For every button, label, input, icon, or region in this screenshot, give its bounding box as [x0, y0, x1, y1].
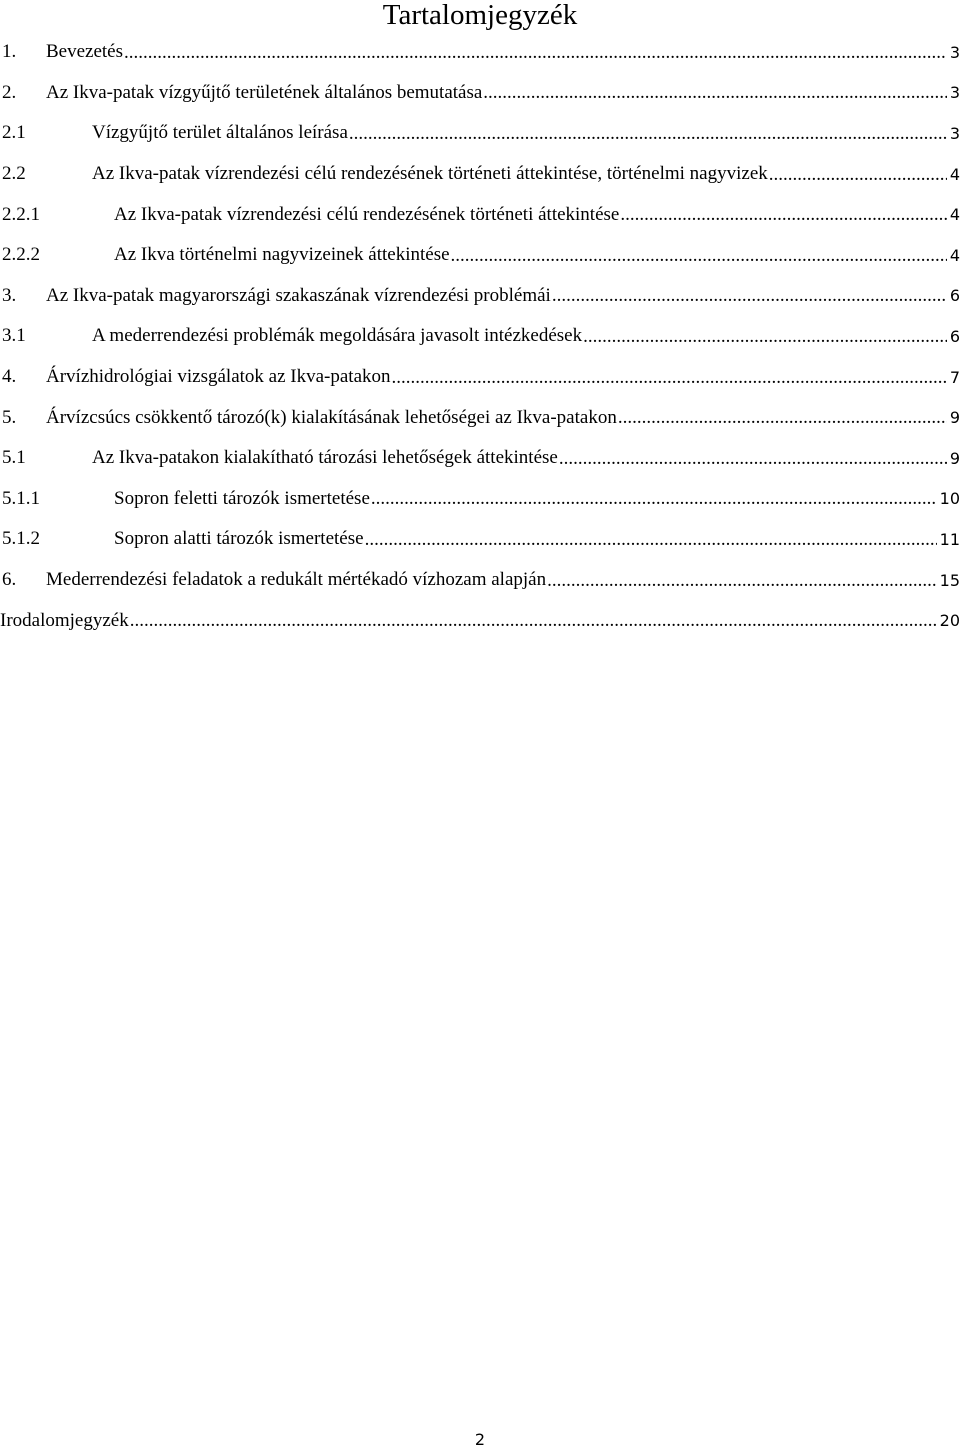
toc-entry-number: 2.1: [2, 122, 26, 144]
toc-entry-page: 6: [949, 326, 960, 346]
toc-entry-title: Mederrendezési feladatok a redukált mértékadó vízhozam alapján: [46, 569, 547, 591]
toc-entry-vizgyujto-bemutatas[interactable]: [0, 73, 960, 114]
toc-entry-title: Az Ikva-patakon kialakítható tározási lehetőségek áttekintése: [92, 447, 558, 469]
toc-entry-title: Vízgyűjtő terület általános leírása: [92, 122, 348, 144]
dot-leader: [552, 286, 947, 305]
dot-leader: [559, 449, 947, 468]
dot-leader: [349, 124, 947, 143]
dot-leader: [583, 327, 947, 346]
dot-leader: [392, 368, 947, 387]
dot-leader: [451, 246, 947, 265]
toc-entry-sopron-alatti[interactable]: [0, 519, 960, 560]
toc-entry-javasolt-intezkedesek[interactable]: [0, 316, 960, 357]
toc-entry-number: 3.1: [2, 325, 26, 347]
dot-leader: [365, 530, 937, 549]
toc-entry-number: 5.: [2, 406, 17, 428]
toc-entry-title: Az Ikva-patak vízrendezési célú rendezésének történeti áttekintése, történelmi nagyvizek: [92, 163, 768, 185]
toc-entry-number: 5.1: [2, 447, 26, 469]
toc-entry-title: Sopron feletti tározók ismertetése: [114, 487, 370, 509]
toc-entry-number: 2.2.1: [2, 203, 40, 225]
toc-entry-torteneti-attekintes[interactable]: [0, 194, 960, 235]
toc-entry-sopron-feletti[interactable]: [0, 479, 960, 520]
toc-entry-tarozo-lehetosegek[interactable]: [0, 397, 960, 438]
page-title: Tartalomjegyzék: [382, 0, 578, 31]
toc-entry-title: Bevezetés: [46, 41, 124, 63]
toc-entry-title: Az Ikva-patak magyarországi szakaszának vízrendezési problémái: [46, 284, 551, 306]
toc-entry-title: Sopron alatti tározók ismertetése: [114, 528, 364, 550]
toc-entry-page: 6: [949, 286, 960, 306]
toc-entry-title: A mederrendezési problémák megoldására javasolt intézkedések: [92, 325, 583, 347]
toc-entry-number: 6.: [2, 569, 17, 591]
toc-entry-page: 9: [949, 448, 960, 468]
toc-entry-number: 2.2.2: [2, 244, 40, 266]
toc-entry-number: 2.: [2, 81, 17, 103]
dot-leader: [547, 571, 937, 590]
toc-entry-title: Az Ikva-patak vízgyűjtő területének általános bemutatása: [46, 81, 483, 103]
toc-entry-title: Árvízhidrológiai vizsgálatok az Ikva-patakon: [46, 366, 391, 388]
toc-entry-page: 10: [939, 489, 960, 509]
dot-leader: [769, 165, 947, 184]
toc-entry-mederrendezesi-feladatok[interactable]: [0, 560, 960, 601]
toc-entry-page: 3: [949, 123, 960, 143]
toc-entry-page: 7: [949, 367, 960, 387]
toc-entry-page: 3: [949, 42, 960, 62]
toc-entry-title: Árvízcsúcs csökkentő tározó(k) kialakításának lehetőségei az Ikva-patakon: [46, 406, 617, 428]
toc-entry-page: 15: [939, 570, 960, 590]
dot-leader: [620, 205, 946, 224]
toc-entry-bevezetes[interactable]: [0, 32, 960, 73]
toc-entry-page: 4: [949, 164, 960, 184]
toc-entry-number: 5.1.1: [2, 487, 40, 509]
toc-entry-tortenelmi-nagyvizek[interactable]: [0, 235, 960, 276]
toc-entry-number: 3.: [2, 284, 17, 306]
toc-entry-page: 4: [949, 205, 960, 225]
toc-entry-number: 5.1.2: [2, 528, 40, 550]
toc-entry-page: 3: [949, 83, 960, 103]
toc-entry-page: 11: [939, 529, 960, 549]
dot-leader: [130, 611, 937, 630]
dot-leader: [618, 408, 947, 427]
toc-entry-page: 9: [949, 408, 960, 428]
toc-entry-page: 20: [939, 611, 960, 631]
dot-leader: [124, 43, 947, 62]
toc-entry-number: 1.: [2, 41, 17, 63]
toc-entry-torteneti-attekintes-nagyvizek[interactable]: [0, 154, 960, 195]
dot-leader: [483, 83, 947, 102]
dot-leader: [371, 489, 937, 508]
toc-entry-title: Irodalomjegyzék: [0, 609, 129, 631]
toc-entry-irodalomjegyzek[interactable]: [0, 600, 960, 641]
toc-entry-vizrendezesi-problemak[interactable]: [0, 276, 960, 317]
toc-entry-arvizhidrologia[interactable]: [0, 357, 960, 398]
toc-entry-page: 4: [949, 245, 960, 265]
toc-entry-vizgyujto-leiras[interactable]: [0, 113, 960, 154]
toc-entry-title: Az Ikva-patak vízrendezési célú rendezésének történeti áttekintése: [114, 203, 620, 225]
toc-entry-title: Az Ikva történelmi nagyvizeinek áttekintése: [114, 244, 450, 266]
toc-entry-number: 2.2: [2, 163, 26, 185]
table-of-contents: [0, 32, 960, 641]
page-number: 2: [474, 1430, 486, 1449]
toc-entry-number: 4.: [2, 366, 17, 388]
toc-entry-tarozasi-attekintes[interactable]: [0, 438, 960, 479]
